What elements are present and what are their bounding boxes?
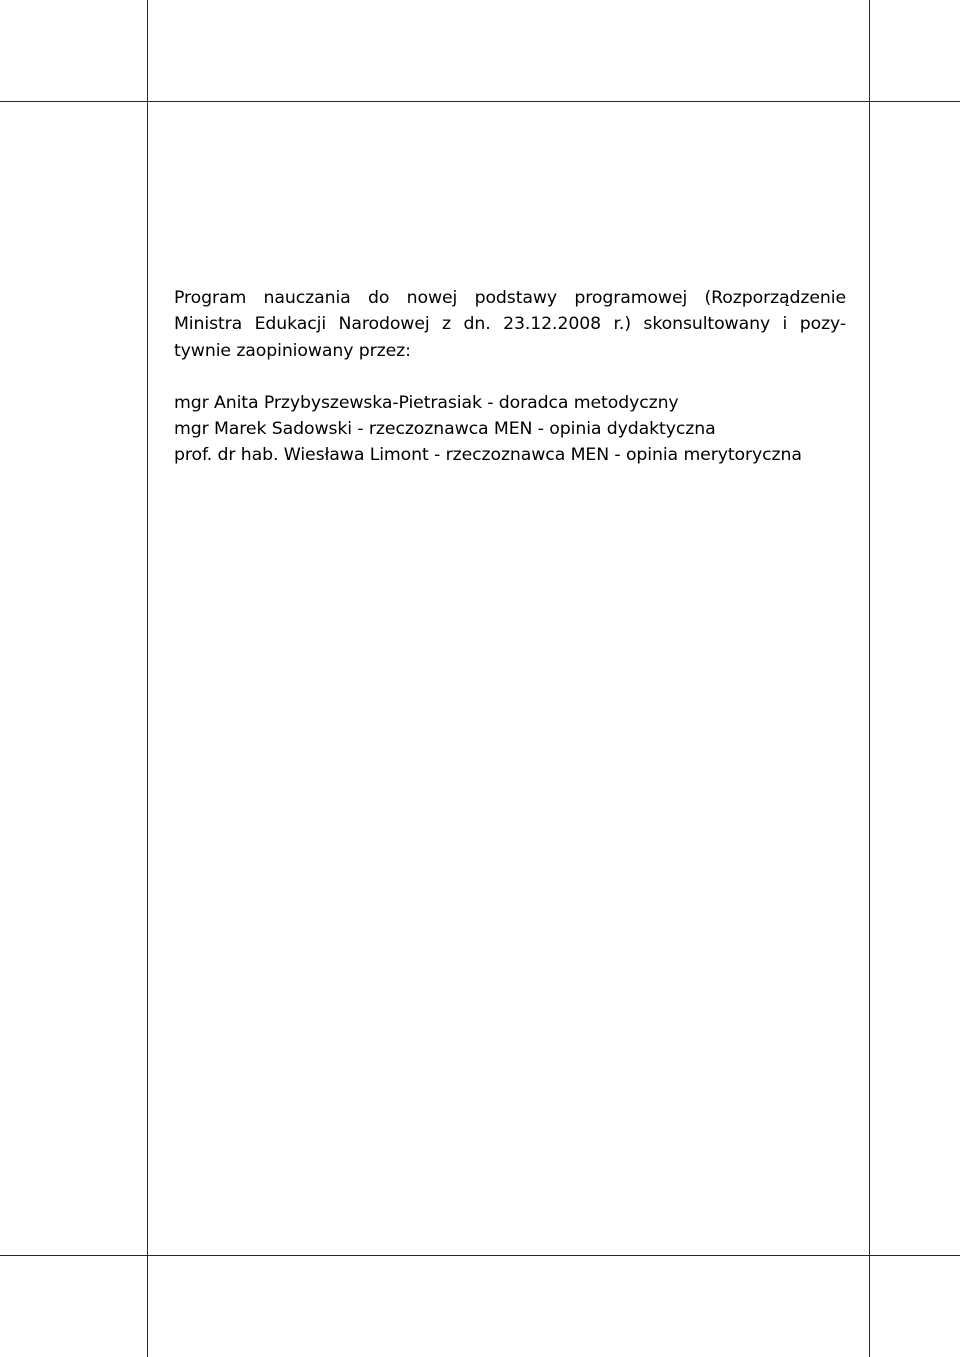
intro-line: Program nauczania do nowej podstawy programowej (Rozporządzenie [174,288,846,308]
intro-line: tywnie zaopiniowany przez: [174,340,411,361]
reviewer-item: mgr Marek Sadowski - rzeczoznawca MEN - opinia dydaktyczna [174,419,716,440]
intro-paragraph [174,285,846,364]
crop-mark-left [147,0,148,1357]
reviewer-item: mgr Anita Przybyszewska-Pietrasiak - doradca metodyczny [174,392,679,413]
reviewer-item: prof. dr hab. Wiesława Limont - rzeczoznawca MEN - opinia merytoryczna [174,445,802,466]
document-content [174,285,846,469]
crop-mark-bottom [0,1255,960,1256]
reviewer-list [174,390,846,469]
crop-mark-top [0,101,960,102]
crop-mark-right [869,0,870,1357]
intro-line: Ministra Edukacji Narodowej z dn. 23.12.2008 r.) skonsultowany i pozy- [174,314,846,335]
